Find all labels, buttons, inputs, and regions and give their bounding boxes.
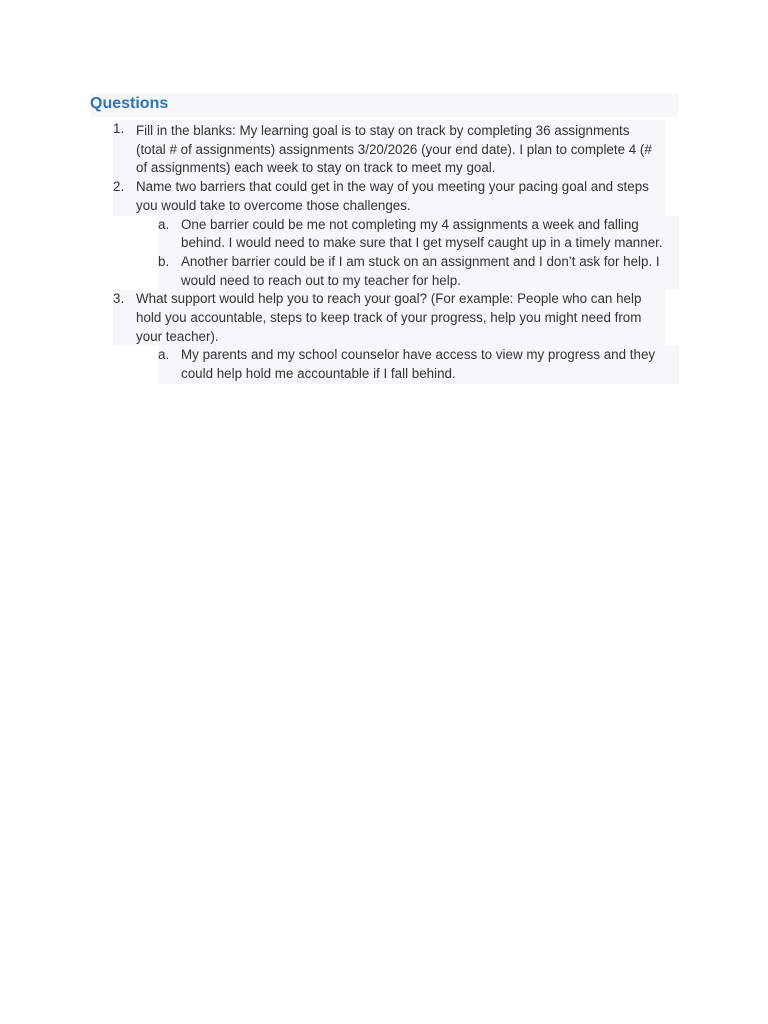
question-item bbox=[113, 120, 679, 178]
answer-letter: b. bbox=[158, 253, 170, 269]
question-item bbox=[113, 290, 679, 384]
question-number: 3. bbox=[113, 291, 125, 307]
question-item bbox=[113, 178, 679, 290]
question-text: Fill in the blanks: My learning goal is to stay on track by completing 36 assignments (total # of assignments) assignments 3/20/2026 (your end date). I plan to complete 4 (# of assignments) each week to stay on track to meet my goal. bbox=[113, 120, 665, 178]
answer-item bbox=[158, 253, 679, 290]
answer-letter: a. bbox=[158, 347, 170, 363]
questions-list bbox=[113, 120, 679, 384]
answer-letter: a. bbox=[158, 216, 170, 232]
answer-list bbox=[158, 216, 679, 291]
section-heading: Questions bbox=[90, 93, 678, 117]
question-number: 1. bbox=[113, 121, 125, 136]
question-number: 2. bbox=[113, 179, 125, 195]
answer-text: My parents and my school counselor have access to view my progress and they could help hold me accountable if I fall behind. bbox=[181, 347, 656, 382]
answer-item bbox=[158, 346, 679, 383]
question-text: Name two barriers that could get in the way of you meeting your pacing goal and steps you would take to overcome those challenges. bbox=[113, 178, 665, 215]
answer-list bbox=[158, 346, 679, 383]
answer-text: Another barrier could be if I am stuck on an assignment and I don’t ask for help. I would need to reach out to my teacher for help. bbox=[181, 253, 660, 288]
question-text: What support would help you to reach your goal? (For example: People who can help hold you accountable, steps to keep track of your progress, help you might need from your teacher). bbox=[113, 290, 665, 346]
answer-item bbox=[158, 216, 679, 253]
answer-text: One barrier could be me not completing my 4 assignments a week and falling behind. I would need to make sure that I get myself caught up in a timely manner. bbox=[181, 216, 663, 251]
